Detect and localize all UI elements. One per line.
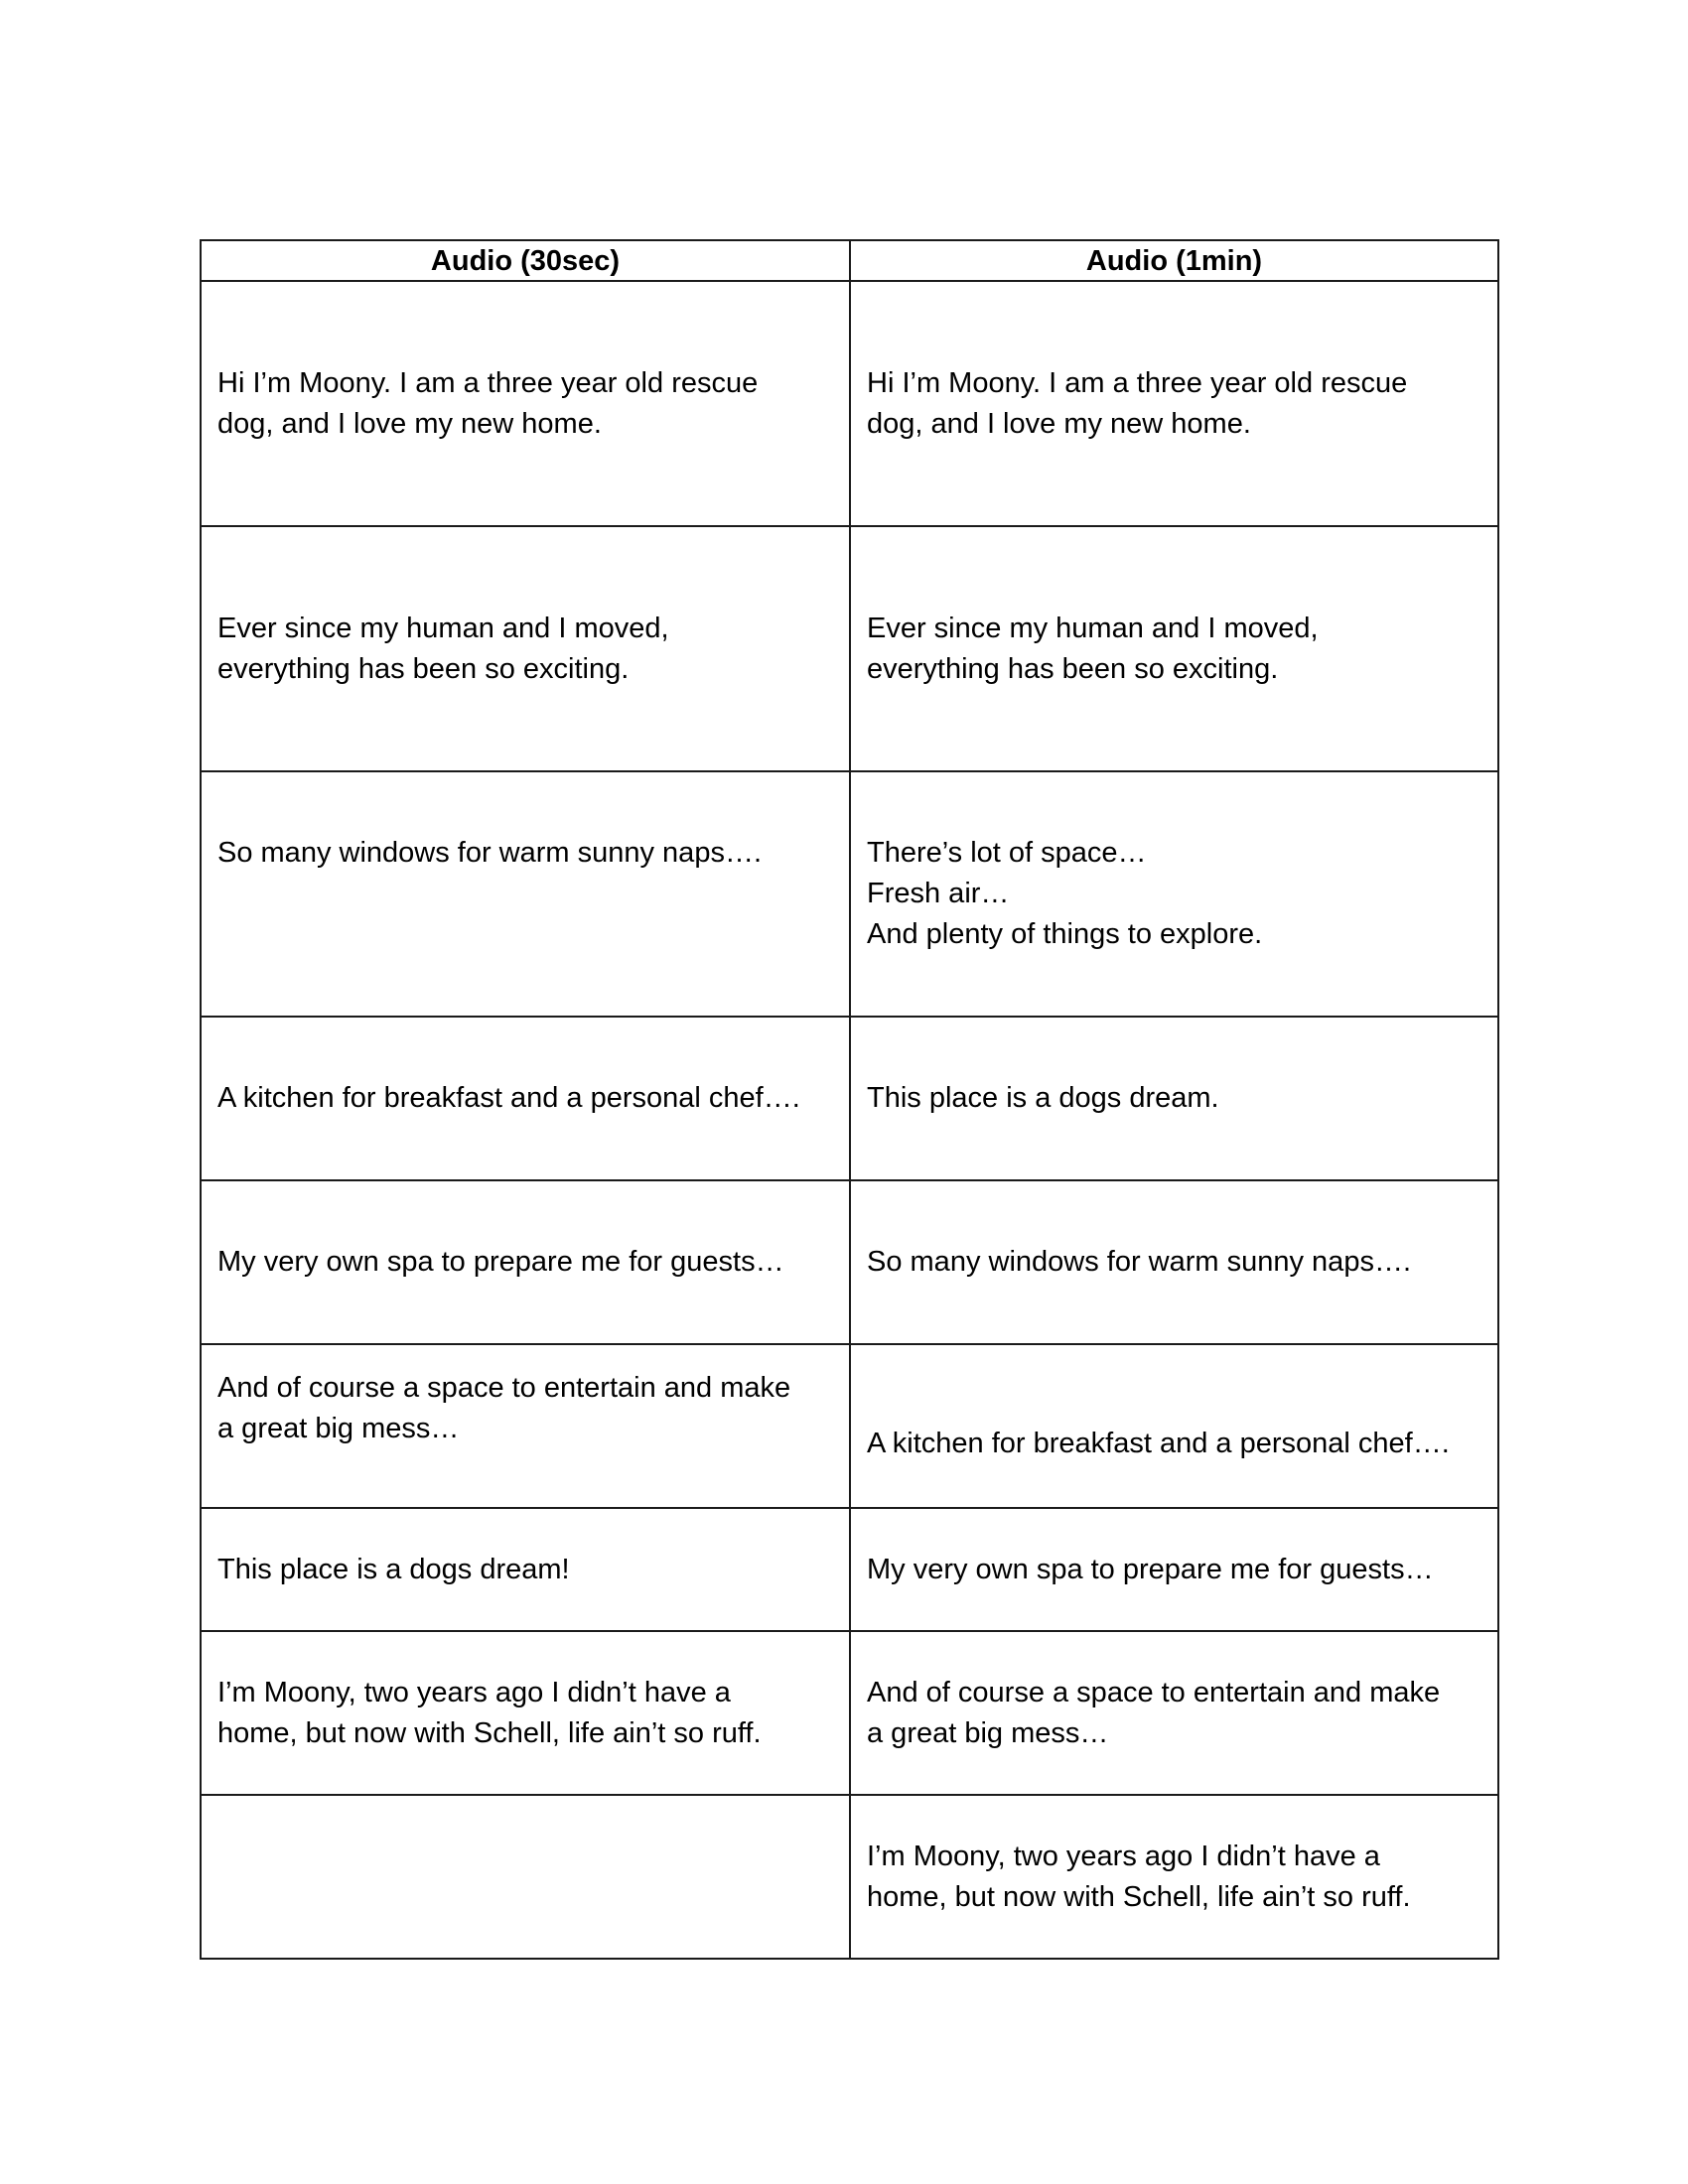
- cell-1min: [850, 526, 1498, 771]
- cell-30sec: [201, 1508, 850, 1631]
- table-row: [201, 771, 1498, 1017]
- cell-text: Ever since my human and I moved, everything has been so exciting.: [867, 612, 1319, 685]
- cell-1min: [850, 1631, 1498, 1795]
- cell-30sec: [201, 1344, 850, 1508]
- cell-30sec-empty: [201, 1795, 850, 1959]
- cell-30sec: [201, 526, 850, 771]
- cell-1min: [850, 771, 1498, 1017]
- cell-1min: [850, 1344, 1498, 1508]
- cell-1min: [850, 1017, 1498, 1180]
- cell-30sec: [201, 771, 850, 1017]
- cell-text: I’m Moony, two years ago I didn’t have a home, but now with Schell, life ain’t so ruff.: [867, 1840, 1411, 1913]
- table-row: [201, 1017, 1498, 1180]
- cell-text: And of course a space to entertain and make a great big mess…: [217, 1371, 791, 1444]
- cell-text: A kitchen for breakfast and a personal chef….: [867, 1428, 1450, 1459]
- table-row: [201, 1795, 1498, 1959]
- cell-1min: [850, 1508, 1498, 1631]
- cell-30sec: [201, 1180, 850, 1344]
- table-row: [201, 281, 1498, 526]
- cell-text: Ever since my human and I moved, everything has been so exciting.: [217, 612, 669, 685]
- cell-text: There’s lot of space… Fresh air… And plenty of things to explore.: [867, 837, 1263, 950]
- cell-1min: [850, 1795, 1498, 1959]
- cell-30sec: [201, 1017, 850, 1180]
- header-row: [201, 240, 1498, 281]
- cell-text: Hi I’m Moony. I am a three year old rescue dog, and I love my new home.: [867, 366, 1408, 440]
- header-audio-1min: Audio (1min): [850, 240, 1498, 281]
- cell-text: So many windows for warm sunny naps….: [217, 837, 762, 869]
- cell-text: My very own spa to prepare me for guests…: [217, 1246, 784, 1278]
- table-row: [201, 1631, 1498, 1795]
- table-row: [201, 1344, 1498, 1508]
- audio-script-table: [200, 239, 1499, 1960]
- table-row: [201, 1180, 1498, 1344]
- cell-text: Hi I’m Moony. I am a three year old rescue dog, and I love my new home.: [217, 366, 759, 440]
- header-audio-30sec: Audio (30sec): [201, 240, 850, 281]
- cell-text: This place is a dogs dream!: [217, 1553, 570, 1585]
- cell-text: My very own spa to prepare me for guests…: [867, 1553, 1434, 1585]
- cell-text: A kitchen for breakfast and a personal chef….: [217, 1082, 800, 1114]
- cell-1min: [850, 281, 1498, 526]
- table-row: [201, 1508, 1498, 1631]
- cell-text: I’m Moony, two years ago I didn’t have a home, but now with Schell, life ain’t so ruff.: [217, 1676, 762, 1749]
- cell-30sec: [201, 1631, 850, 1795]
- cell-text: So many windows for warm sunny naps….: [867, 1246, 1411, 1278]
- table-row: [201, 526, 1498, 771]
- cell-30sec: [201, 281, 850, 526]
- cell-text: This place is a dogs dream.: [867, 1082, 1219, 1114]
- cell-1min: [850, 1180, 1498, 1344]
- cell-text: And of course a space to entertain and make a great big mess…: [867, 1676, 1441, 1749]
